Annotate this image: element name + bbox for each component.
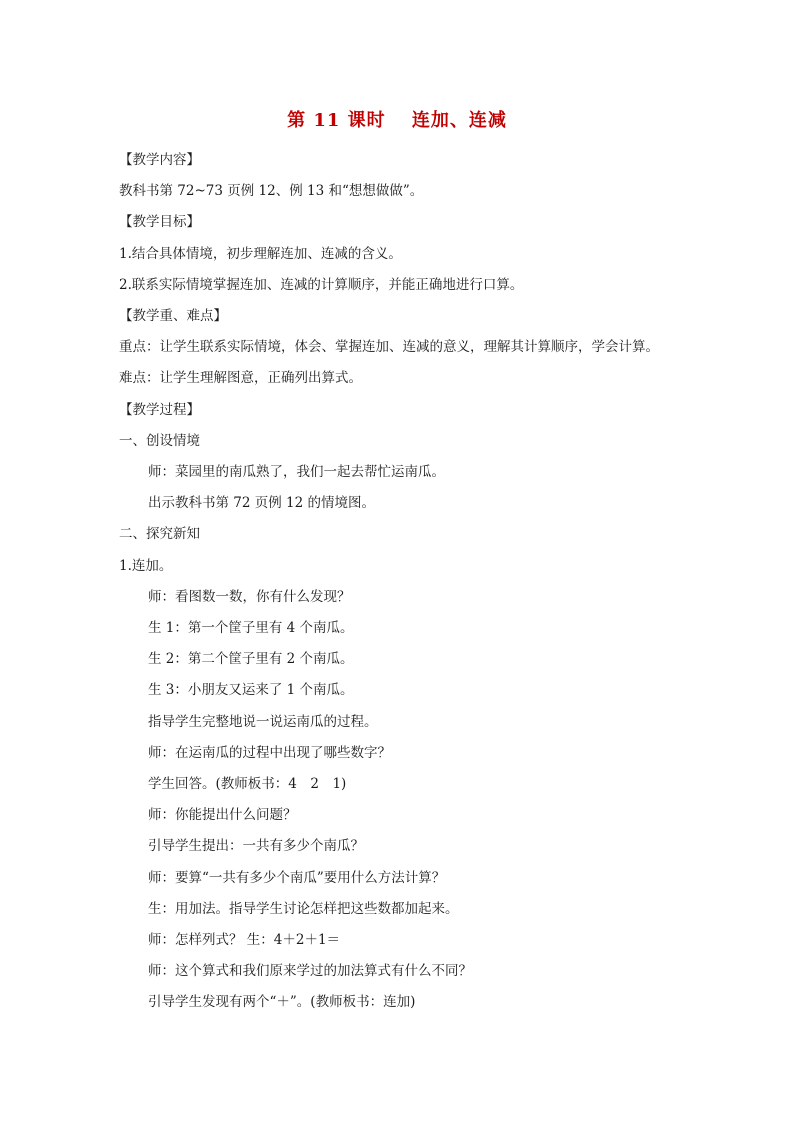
text-line: 2.联系实际情境掌握连加、连减的计算顺序，并能正确地进行口算。: [119, 276, 524, 293]
text-line: 生 2：第二个筐子里有 2 个南瓜。: [148, 651, 354, 668]
text-line: 1.结合具体情境，初步理解连加、连减的含义。: [119, 245, 402, 262]
text-line: 师：要算“一共有多少个南瓜”要用什么方法计算？: [148, 869, 446, 886]
text-line: 师：看图数一数，你有什么发现？: [148, 588, 351, 605]
text-line: 【教学目标】: [119, 214, 200, 231]
text-line: 师：菜园里的南瓜熟了，我们一起去帮忙运南瓜。: [148, 464, 445, 480]
text-line: 1.连加。: [119, 557, 173, 574]
text-line: 二、探究新知: [119, 526, 200, 543]
text-line: 指导学生完整地说一说运南瓜的过程。: [148, 713, 378, 730]
text-line: 一、创设情境: [119, 432, 200, 449]
text-line: 师：这个算式和我们原来学过的加法算式有什么不同？: [148, 963, 472, 980]
text-line: 师：你能提出什么问题？: [148, 807, 297, 824]
text-line: 师：在运南瓜的过程中出现了哪些数字？: [148, 744, 391, 761]
text-line: 难点：让学生理解图意，正确列出算式。: [119, 370, 362, 387]
text-line: 生 1：第一个筐子里有 4 个南瓜。: [148, 620, 354, 636]
text-line: 引导学生提出：一共有多少个南瓜？: [148, 838, 364, 855]
text-line: 重点：让学生联系实际情境，体会、掌握连加、连减的意义，理解其计算顺序，学会计算。: [119, 339, 659, 356]
text-line: 生：用加法。指导学生讨论怎样把这些数都加起来。: [148, 900, 459, 917]
text-line: 【教学内容】: [119, 152, 200, 168]
text-line: 教科书第 72~73 页例 12、例 13 和“想想做做”。: [119, 183, 424, 200]
text-line: 学生回答。(教师板书：4 2 1): [148, 776, 347, 792]
text-line: 【教学重、难点】: [119, 308, 227, 324]
text-line: 【教学过程】: [119, 401, 200, 418]
text-line: 师：怎样列式？ 生：4＋2＋1＝: [148, 932, 341, 948]
text-line: 引导学生发现有两个“＋”。(教师板书：连加): [148, 994, 416, 1011]
lesson-title: 第 11 课时 连加、连减: [287, 110, 507, 131]
text-line: 出示教科书第 72 页例 12 的情境图。: [148, 495, 376, 512]
text-line: 生 3：小朋友又运来了 1 个南瓜。: [148, 682, 354, 699]
